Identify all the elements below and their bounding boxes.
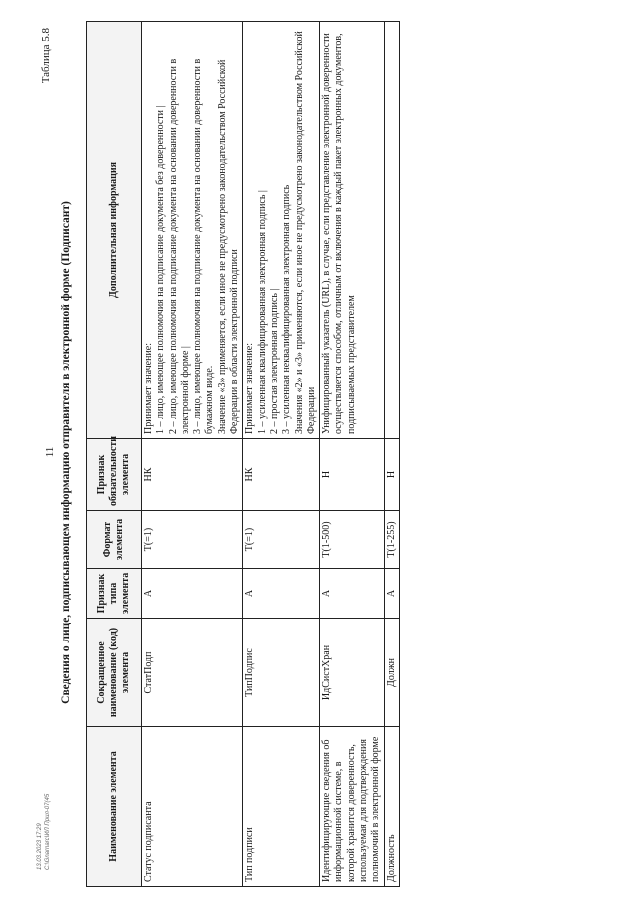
cell-name: Тип подписи [243,727,320,887]
signer-table [86,21,400,887]
table-label: Таблица 5.8 [40,28,52,84]
cell-info [142,22,243,439]
cell-name: Статус подписанта [142,727,243,887]
cell-type: А [142,569,243,619]
info-line: 3 – лицо, имеющее полномочия на подписание документа на основании доверенности в бумажном виде. [192,58,216,434]
page-number: 11 [44,446,56,458]
info-line: 2 – простая электронная подпись | [268,288,280,434]
info-line: Принимает значение: [143,342,154,434]
info-line: Значение «3» применяется, если иное не предусмотрено законодательством Российской Федерации в области электронной подписи [216,59,241,434]
header-type: Признак типа элемента [87,569,142,619]
cell-type: А [320,569,384,619]
cell-required: НК [243,439,320,511]
table-row [384,22,399,887]
cell-code: ИдСистХран [320,619,384,727]
cell-info [320,22,384,439]
header-required: Признак обязательности элемента [87,439,142,511]
info-line: 2 – лицо, имеющее полномочия на подписание документа на основании доверенности в электронной форме | [167,58,191,434]
cell-info [384,22,399,439]
cell-format: Т(=1) [142,511,243,569]
cell-format: Т(=1) [243,511,320,569]
info-line: Значения «2» и «3» применяются, если иное не предусмотрено законодательством Российской Федерации [293,31,317,434]
cell-code: ТипПодпис [243,619,320,727]
cell-code: Должн [384,619,399,727]
cell-name: Идентифицирующие сведения об информационной системе, в которой хранится доверенность, используемая для подтверждения полномочий в электронной форме [320,727,384,887]
cell-code: СтатПодп [142,619,243,727]
cell-type: А [243,569,320,619]
cell-required: Н [384,439,399,511]
header-code: Сокращенное наименование (код) элемента [87,619,142,727]
header-info: Дополнительная информация [87,22,142,439]
info-line: Принимает значение: [244,342,256,434]
info-line: 1 – лицо, имеющее полномочия на подписание документа без доверенности | [155,105,167,434]
table-title: Сведения о лице, подписывающем информацию отправителя в электронной форме (Подписант) [60,201,72,704]
table-row [142,22,243,887]
header-format: Формат элемента [87,511,142,569]
footnote-line-2: С:\Gnarnarc\ИЛ Прил-07(45 [45,793,51,870]
footnote-line-1: 13.03.2023 17:29 [37,823,43,870]
cell-format: Т(1-255) [384,511,399,569]
table-row [320,22,384,887]
table-header-row [87,22,142,887]
cell-name: Должность [384,727,399,887]
cell-info [243,22,320,439]
cell-format: Т(1-500) [320,511,384,569]
info-line: 3 – усиленная неквалифицированная электронная подпись [281,184,293,434]
cell-type: А [384,569,399,619]
info-line: 1 – усиленная квалифицированная электронная подпись | [256,190,268,434]
cell-required: Н [320,439,384,511]
info-line: Унифицированный указатель (URL), в случае, если представление электронной доверенности осуществляется способом, отличным от включения в каждый пакет электронных документов, подписываемых представителем [321,33,357,434]
cell-required: НК [142,439,243,511]
table-row [243,22,320,887]
header-name: Наименование элемента [87,727,142,887]
